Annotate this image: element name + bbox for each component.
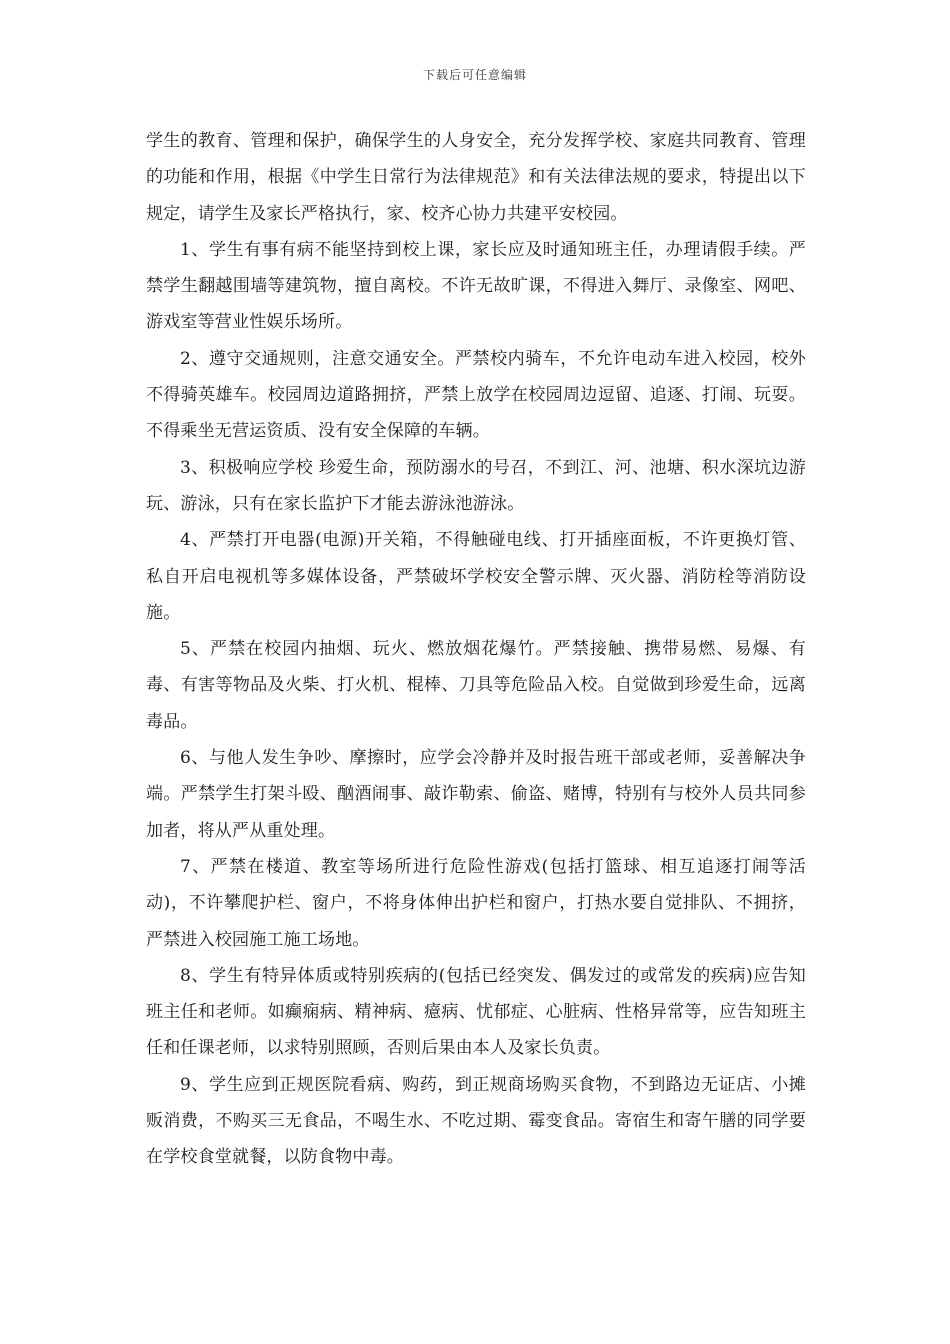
paragraph-rule-8: 8、学生有特异体质或特别疾病的(包括已经突发、偶发过的或常发的疾病)应告知班主任和老师。如癫痫病、精神病、癔病、忧郁症、心脏病、性格异常等，应告知班主任和任课老师，以求特别照顾，否则后果由本人及家长负责。 <box>146 965 806 1059</box>
paragraph-rule-6: 6、与他人发生争吵、摩擦时，应学会冷静并及时报告班干部或老师，妥善解决争端。严禁学生打架斗殴、酗酒闹事、敲诈勒索、偷盗、赌博，特别有与校外人员共同参加者，将从严从重处理。 <box>146 748 806 841</box>
paragraph-rule-5: 5、严禁在校园内抽烟、玩火、燃放烟花爆竹。严禁接触、携带易燃、易爆、有毒、有害等物品及火柴、打火机、棍棒、刀具等危险品入校。自觉做到珍爱生命，远离毒品。 <box>146 639 806 732</box>
paragraph-rule-7: 7、严禁在楼道、教室等场所进行危险性游戏(包括打篮球、相互追逐打闹等活动)，不许攀爬护栏、窗户，不将身体伸出护栏和窗户，打热水要自觉排队、不拥挤，严禁进入校园施工施工场地。 <box>146 856 806 950</box>
paragraph-rule-2: 2、遵守交通规则，注意交通安全。严禁校内骑车，不允许电动车进入校园，校外不得骑英雄车。校园周边道路拥挤，严禁上放学在校园周边逗留、追逐、打闹、玩耍。不得乘坐无营运资质、没有安全保障的车辆。 <box>146 348 806 442</box>
paragraph-intro: 学生的教育、管理和保护，确保学生的人身安全，充分发挥学校、家庭共同教育、管理的功能和作用，根据《中学生日常行为法律规范》和有关法律法规的要求，特提出以下规定，请学生及家长严格执行，家、校齐心协力共建平安校园。 <box>146 131 806 224</box>
paragraph-rule-1: 1、学生有事有病不能坚持到校上课，家长应及时通知班主任，办理请假手续。严禁学生翻越围墙等建筑物，擅自离校。不许无故旷课，不得进入舞厅、录像室、网吧、游戏室等营业性娱乐场所。 <box>146 239 806 333</box>
page-header: 下载后可任意编辑 <box>422 68 527 82</box>
paragraph-rule-3: 3、积极响应学校 珍爱生命，预防溺水的号召，不到江、河、池塘、积水深坑边游玩、游泳，只有在家长监护下才能去游泳池游泳。 <box>146 457 806 514</box>
paragraph-rule-4: 4、严禁打开电器(电源)开关箱，不得触碰电线、打开插座面板，不许更换灯管、私自开启电视机等多媒体设备，严禁破坏学校安全警示牌、灭火器、消防栓等消防设施。 <box>146 530 806 623</box>
document-body <box>146 123 806 1176</box>
paragraph-rule-9: 9、学生应到正规医院看病、购药，到正规商场购买食物，不到路边无证店、小摊贩消费，不购买三无食品，不喝生水、不吃过期、霉变食品。寄宿生和寄午膳的同学要在学校食堂就餐，以防食物中毒。 <box>146 1074 806 1168</box>
